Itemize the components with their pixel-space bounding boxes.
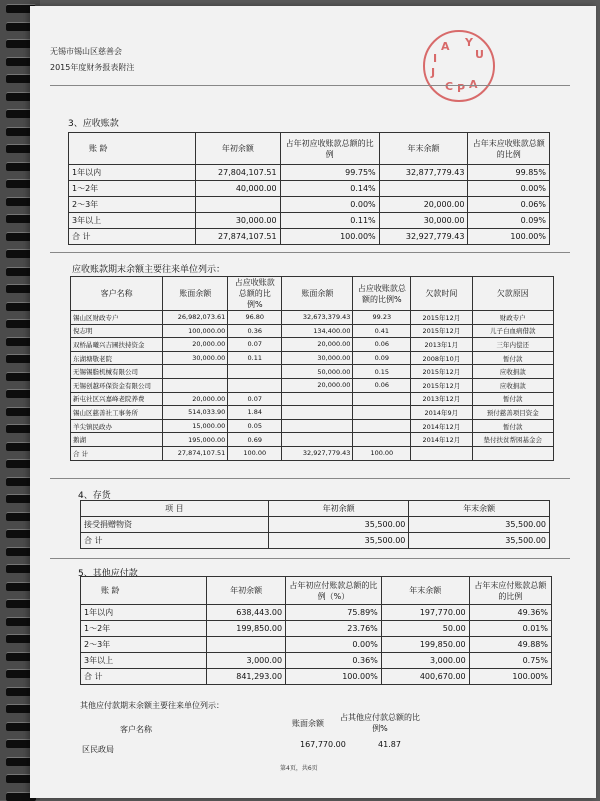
table-cell: 垫付扶贫帮困基金会: [472, 433, 554, 447]
table-cell: [353, 392, 411, 406]
table-cell: 40,000.00: [196, 181, 280, 197]
table-cell: 1.84: [228, 406, 282, 420]
table-cell: 100,000.00: [163, 324, 228, 338]
ar-detail-table: [70, 276, 554, 461]
table-row: [81, 669, 552, 685]
table-cell: 100.00: [353, 446, 411, 460]
table-row: [71, 446, 554, 460]
table-cell: 400,670.00: [381, 669, 469, 685]
table-cell: 134,400.00: [282, 324, 353, 338]
table-cell: 2015年12月: [411, 311, 472, 325]
receivables-title: 3、应收账款: [68, 119, 119, 129]
table-cell: 暂付款: [472, 351, 554, 365]
table-cell: 暂付款: [472, 419, 554, 433]
col-header: 账 龄: [69, 133, 196, 165]
stamp-letter: A: [441, 40, 450, 53]
table-cell: 30,000.00: [196, 213, 280, 229]
table-row: [71, 406, 554, 420]
table-cell: [282, 392, 353, 406]
table-cell: 0.07: [228, 392, 282, 406]
table-cell: [282, 406, 353, 420]
table-cell: 羊尖镇民政办: [71, 419, 163, 433]
table-cell: 638,443.00: [207, 605, 286, 621]
table-cell: 0.01%: [469, 621, 551, 637]
table-cell: [163, 378, 228, 392]
ap-row-ratio: 41.87: [378, 740, 401, 749]
table-cell: 东湖塘敬老院: [71, 351, 163, 365]
table-cell: 1～2年: [81, 621, 207, 637]
table-cell: 0.36: [228, 324, 282, 338]
table-cell: 0.09%: [468, 213, 550, 229]
table-cell: [353, 433, 411, 447]
table-cell: [411, 446, 472, 460]
table-cell: 20,000.00: [282, 338, 353, 352]
table-cell: [282, 433, 353, 447]
table-cell: 2014年12月: [411, 433, 472, 447]
col-header: 账面余额: [163, 277, 228, 311]
col-header: 年初余额: [268, 501, 409, 517]
table-cell: 接受捐赠物资: [81, 517, 269, 533]
page-number: 第4页，共6页: [280, 765, 318, 772]
table-cell: 2008年10月: [411, 351, 472, 365]
stamp-letter: C: [445, 80, 454, 93]
table-cell: 合 计: [69, 229, 196, 245]
table-cell: 0.75%: [469, 653, 551, 669]
table-row: [81, 517, 550, 533]
col-header: 欠款原因: [472, 277, 554, 311]
table-row: [81, 605, 552, 621]
table-cell: 3年以上: [81, 653, 207, 669]
table-row: [69, 165, 550, 181]
table-cell: 锡山区财政专户: [71, 311, 163, 325]
table-row: [81, 653, 552, 669]
receivables-table: [68, 132, 550, 245]
table-cell: 锡山区慈善社工事务所: [71, 406, 163, 420]
table-row: [71, 392, 554, 406]
table-cell: 0.00%: [286, 637, 382, 653]
col-header: 项 目: [81, 501, 269, 517]
ap-row-name: 区民政局: [82, 745, 114, 754]
table-cell: 32,927,779.43: [282, 446, 353, 460]
table-cell: 无锡创越环保资金有限公司: [71, 378, 163, 392]
table-cell: 99.85%: [468, 165, 550, 181]
table-cell: 30,000.00: [282, 351, 353, 365]
table-cell: 2015年12月: [411, 365, 472, 379]
table-cell: 32,927,779.43: [379, 229, 468, 245]
stamp-letter: I: [433, 52, 438, 65]
payables-title: 5、其他应付款: [78, 569, 138, 579]
table-row: [71, 311, 554, 325]
ap-row-amount: 167,770.00: [300, 740, 346, 749]
table-cell: [196, 197, 280, 213]
table-cell: 2014年9月: [411, 406, 472, 420]
stamp-letter: U: [475, 48, 484, 61]
table-cell: 0.00%: [280, 197, 379, 213]
table-cell: 20,000.00: [163, 392, 228, 406]
table-cell: 倪志明: [71, 324, 163, 338]
table-cell: 双桥晶曦兴吉圃扶持资金: [71, 338, 163, 352]
col-header: 年初余额: [196, 133, 280, 165]
table-row: [69, 197, 550, 213]
table-cell: 99.75%: [280, 165, 379, 181]
report-header: [50, 44, 134, 76]
table-cell: 0.00%: [468, 181, 550, 197]
table-cell: 20,000.00: [282, 378, 353, 392]
table-cell: 2014年12月: [411, 419, 472, 433]
stamp-letter: J: [431, 66, 436, 79]
table-cell: 0.05: [228, 419, 282, 433]
header-divider: [50, 85, 570, 86]
table-cell: [163, 365, 228, 379]
table-cell: 3,000.00: [381, 653, 469, 669]
table-row: [71, 433, 554, 447]
table-cell: 32,673,379.43: [282, 311, 353, 325]
table-cell: 195,000.00: [163, 433, 228, 447]
table-cell: 35,500.00: [409, 533, 550, 549]
col-header: 客户名称: [71, 277, 163, 311]
col-header: 占应收账款总额的比例%: [353, 277, 411, 311]
table-row: [81, 533, 550, 549]
table-cell: 27,874,107.51: [196, 229, 280, 245]
table-cell: 0.36%: [286, 653, 382, 669]
table-cell: 15,000.00: [163, 419, 228, 433]
table-cell: 96.80: [228, 311, 282, 325]
table-cell: 199,850.00: [381, 637, 469, 653]
table-cell: 0.14%: [280, 181, 379, 197]
table-cell: [353, 419, 411, 433]
table-cell: [228, 365, 282, 379]
col-header: 占年初应收账款总额的比例: [280, 133, 379, 165]
stamp-letter: A: [469, 78, 478, 91]
report-subtitle: 2015年度财务报表附注: [50, 63, 135, 72]
table-cell: 197,770.00: [381, 605, 469, 621]
table-cell: 0.15: [353, 365, 411, 379]
table-cell: 49.88%: [469, 637, 551, 653]
table-row: [71, 351, 554, 365]
table-cell: 应收捐款: [472, 365, 554, 379]
table-cell: 27,804,107.51: [196, 165, 280, 181]
table-cell: 2015年12月: [411, 378, 472, 392]
table-cell: 20,000.00: [379, 197, 468, 213]
table-cell: 新屯社区兴嘉峰老院养费: [71, 392, 163, 406]
table-row: [69, 181, 550, 197]
table-cell: 3年以上: [69, 213, 196, 229]
table-cell: [207, 637, 286, 653]
table-cell: 30,000.00: [379, 213, 468, 229]
ap-col-header: 占其他应付款总额的比例%: [340, 713, 420, 733]
col-header: 年末余额: [409, 501, 550, 517]
table-cell: 0.09: [353, 351, 411, 365]
table-cell: 1～2年: [69, 181, 196, 197]
table-cell: [472, 446, 554, 460]
table-cell: 2015年12月: [411, 324, 472, 338]
table-cell: 0.69: [228, 433, 282, 447]
table-cell: 50,000.00: [282, 365, 353, 379]
table-cell: 2013年1月: [411, 338, 472, 352]
section-divider: [50, 252, 570, 253]
table-cell: 0.07: [228, 338, 282, 352]
table-cell: 0.41: [353, 324, 411, 338]
table-cell: 合 计: [81, 669, 207, 685]
col-header: 年末余额: [379, 133, 468, 165]
table-row: [71, 365, 554, 379]
payables-table: [80, 576, 552, 685]
table-cell: 应收捐款: [472, 378, 554, 392]
table-cell: 100.00%: [286, 669, 382, 685]
table-cell: 1年以内: [69, 165, 196, 181]
table-cell: 30,000.00: [163, 351, 228, 365]
table-row: [69, 213, 550, 229]
table-cell: 3,000.00: [207, 653, 286, 669]
table-cell: 100.00%: [469, 669, 551, 685]
table-cell: 514,033.90: [163, 406, 228, 420]
table-cell: 841,293.00: [207, 669, 286, 685]
table-cell: 35,500.00: [268, 517, 409, 533]
table-cell: 合 计: [71, 446, 163, 460]
table-cell: 75.89%: [286, 605, 382, 621]
table-cell: 无锡锡脂机械有限公司: [71, 365, 163, 379]
col-header: 年初余额: [207, 577, 286, 605]
table-cell: 0.11: [228, 351, 282, 365]
table-cell: 三年内偿还: [472, 338, 554, 352]
table-cell: 2013年12月: [411, 392, 472, 406]
table-cell: 0.06: [353, 338, 411, 352]
col-header: 占应收账款总额的比例%: [228, 277, 282, 311]
table-cell: 20,000.00: [163, 338, 228, 352]
col-header: 占年初应付账款总额的比例（%）: [286, 577, 382, 605]
table-cell: 50.00: [381, 621, 469, 637]
table-cell: 100.00%: [468, 229, 550, 245]
stamp-letter: Y: [465, 36, 473, 49]
table-cell: 26,982,073.61: [163, 311, 228, 325]
col-header: 账 龄: [81, 577, 207, 605]
table-row: [81, 637, 552, 653]
table-cell: [282, 419, 353, 433]
table-cell: 财政专户: [472, 311, 554, 325]
table-row: [71, 338, 554, 352]
inventory-title: 4、存货: [78, 491, 111, 501]
stamp-letter: P: [457, 82, 466, 95]
table-cell: 0.06: [353, 378, 411, 392]
table-cell: 合 计: [81, 533, 269, 549]
table-cell: 99.23: [353, 311, 411, 325]
table-cell: [379, 181, 468, 197]
ap-detail-title: 其他应付款期末余额主要往来单位列示：: [80, 701, 224, 710]
col-header: 账面余额: [282, 277, 353, 311]
col-header: 占年末应付账款总额的比例: [469, 577, 551, 605]
table-cell: 2～3年: [81, 637, 207, 653]
table-cell: 49.36%: [469, 605, 551, 621]
organization-name: 无锡市锡山区慈善会: [50, 47, 122, 56]
table-cell: [353, 406, 411, 420]
table-cell: 2～3年: [69, 197, 196, 213]
table-cell: 35,500.00: [268, 533, 409, 549]
ar-detail-title: 应收账款期末余额主要往来单位列示：: [72, 265, 226, 275]
table-cell: 199,850.00: [207, 621, 286, 637]
table-row: [81, 621, 552, 637]
ap-col-header: 客户名称: [120, 725, 152, 734]
table-cell: 儿子白血病借款: [472, 324, 554, 338]
table-cell: [228, 378, 282, 392]
col-header: 年末余额: [381, 577, 469, 605]
table-cell: 1年以内: [81, 605, 207, 621]
table-row: [69, 229, 550, 245]
cpa-seal-stamp: [423, 30, 495, 102]
table-row: [71, 324, 554, 338]
table-cell: 32,877,779.43: [379, 165, 468, 181]
table-cell: 暂付款: [472, 392, 554, 406]
table-cell: 35,500.00: [409, 517, 550, 533]
table-cell: 27,874,107.51: [163, 446, 228, 460]
section-divider: [50, 478, 570, 479]
inventory-table: [80, 500, 550, 549]
table-cell: 100.00%: [280, 229, 379, 245]
table-cell: 0.11%: [280, 213, 379, 229]
table-row: [71, 378, 554, 392]
table-cell: 0.06%: [468, 197, 550, 213]
table-cell: 鹅湖: [71, 433, 163, 447]
table-cell: 100.00: [228, 446, 282, 460]
ap-col-header: 账面余额: [292, 719, 324, 728]
table-cell: 预付慈善项目资金: [472, 406, 554, 420]
col-header: 欠款时间: [411, 277, 472, 311]
col-header: 占年末应收账款总额的比例: [468, 133, 550, 165]
table-cell: 23.76%: [286, 621, 382, 637]
section-divider: [50, 558, 570, 559]
table-row: [71, 419, 554, 433]
